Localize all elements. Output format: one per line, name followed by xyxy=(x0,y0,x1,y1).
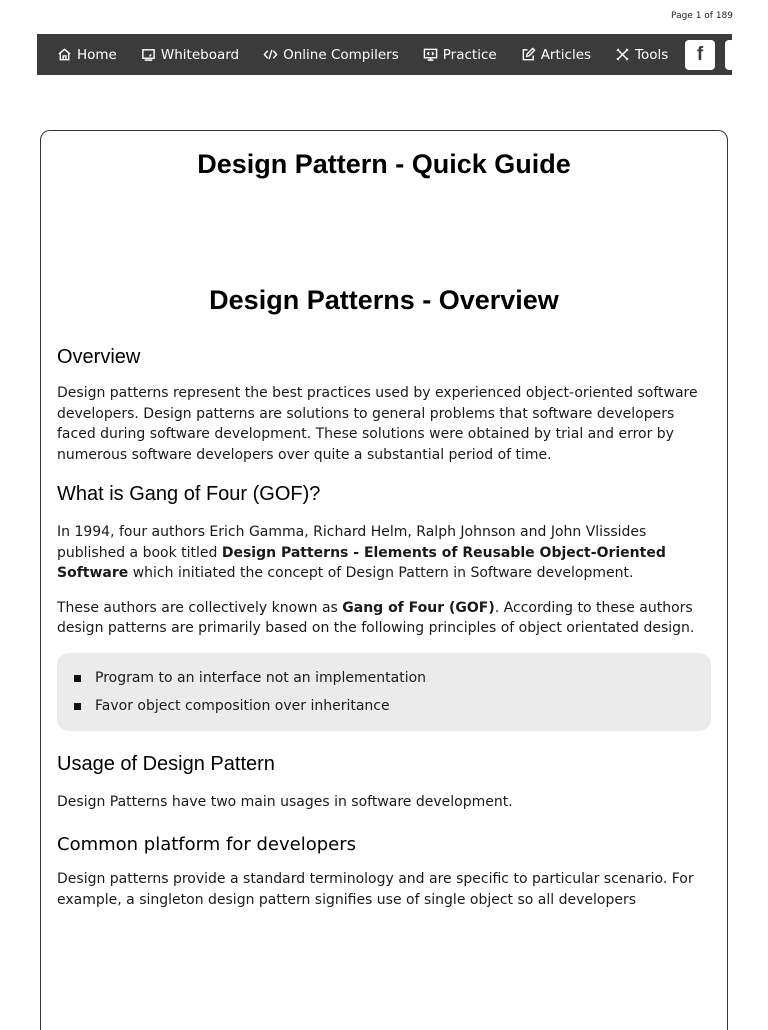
top-navbar xyxy=(37,34,732,75)
common-platform-paragraph: Design patterns provide a standard terminology and are specific to particular scenario. For example, a singleton design pattern signifies use of single object so all developers xyxy=(57,871,694,908)
nav-articles[interactable] xyxy=(509,47,591,63)
nav-home-label: Home xyxy=(77,46,117,63)
nav-articles-label: Articles xyxy=(540,46,592,63)
list-item: Favor object composition over inheritance xyxy=(73,692,695,720)
nav-tools[interactable] xyxy=(603,47,668,63)
home-icon xyxy=(57,47,72,62)
common-platform-heading: Common platform for developers xyxy=(57,834,356,855)
gof-heading: What is Gang of Four (GOF)? xyxy=(57,483,321,505)
section-title: Design Patterns - Overview xyxy=(209,285,559,315)
social-icon-partial[interactable] xyxy=(725,40,732,70)
nav-whiteboard[interactable] xyxy=(129,47,239,63)
usage-paragraph: Design Patterns have two main usages in software development. xyxy=(57,793,513,810)
whiteboard-icon xyxy=(141,47,156,62)
gof-paragraph-2 xyxy=(57,598,711,639)
page-title: Design Pattern - Quick Guide xyxy=(197,149,571,179)
nav-tools-label: Tools xyxy=(635,46,669,63)
gof-p2-end: . According to these authors design patterns are primarily based on the following principles of object orientated design. xyxy=(57,599,695,636)
gof-paragraph-1 xyxy=(57,522,711,584)
tools-icon xyxy=(615,47,630,62)
nav-online-compilers[interactable] xyxy=(251,47,399,63)
list-item: Program to an interface not an implementation xyxy=(73,664,695,692)
nav-practice[interactable] xyxy=(411,47,497,63)
nav-whiteboard-label: Whiteboard xyxy=(160,46,240,63)
nav-online-compilers-label: Online Compilers xyxy=(283,46,399,63)
guide-content-card xyxy=(40,130,728,1030)
gof-p1-end: which initiated the concept of Design Pattern in Software development. xyxy=(128,565,634,581)
gof-p2-start: These authors are collectively known as xyxy=(57,599,343,616)
practice-icon xyxy=(423,47,438,62)
overview-paragraph: Design patterns represent the best practices used by experienced object-oriented software developers. Design patterns are solutions to general problems that software developers faced during software development. These solutions were obtained by trial and error by numerous software developers over quite a substantial period of time. xyxy=(57,385,698,463)
principles-list xyxy=(57,653,711,731)
nav-practice-label: Practice xyxy=(442,46,497,63)
page-counter: Page 1 of 189 xyxy=(671,11,733,21)
code-icon xyxy=(263,47,278,62)
gof-term: Gang of Four (GOF) xyxy=(342,599,495,616)
facebook-icon[interactable]: f xyxy=(685,40,715,70)
gof-p1-start: In 1994, four authors Erich Gamma, Richard Helm, Ralph Johnson and John Vlissides published a book titled xyxy=(57,524,647,561)
book-title: Design Patterns - Elements of Reusable Object-Oriented Software xyxy=(57,544,666,581)
overview-heading: Overview xyxy=(57,346,141,368)
edit-icon xyxy=(521,47,536,62)
nav-home[interactable] xyxy=(37,47,117,63)
usage-heading: Usage of Design Pattern xyxy=(57,752,275,775)
